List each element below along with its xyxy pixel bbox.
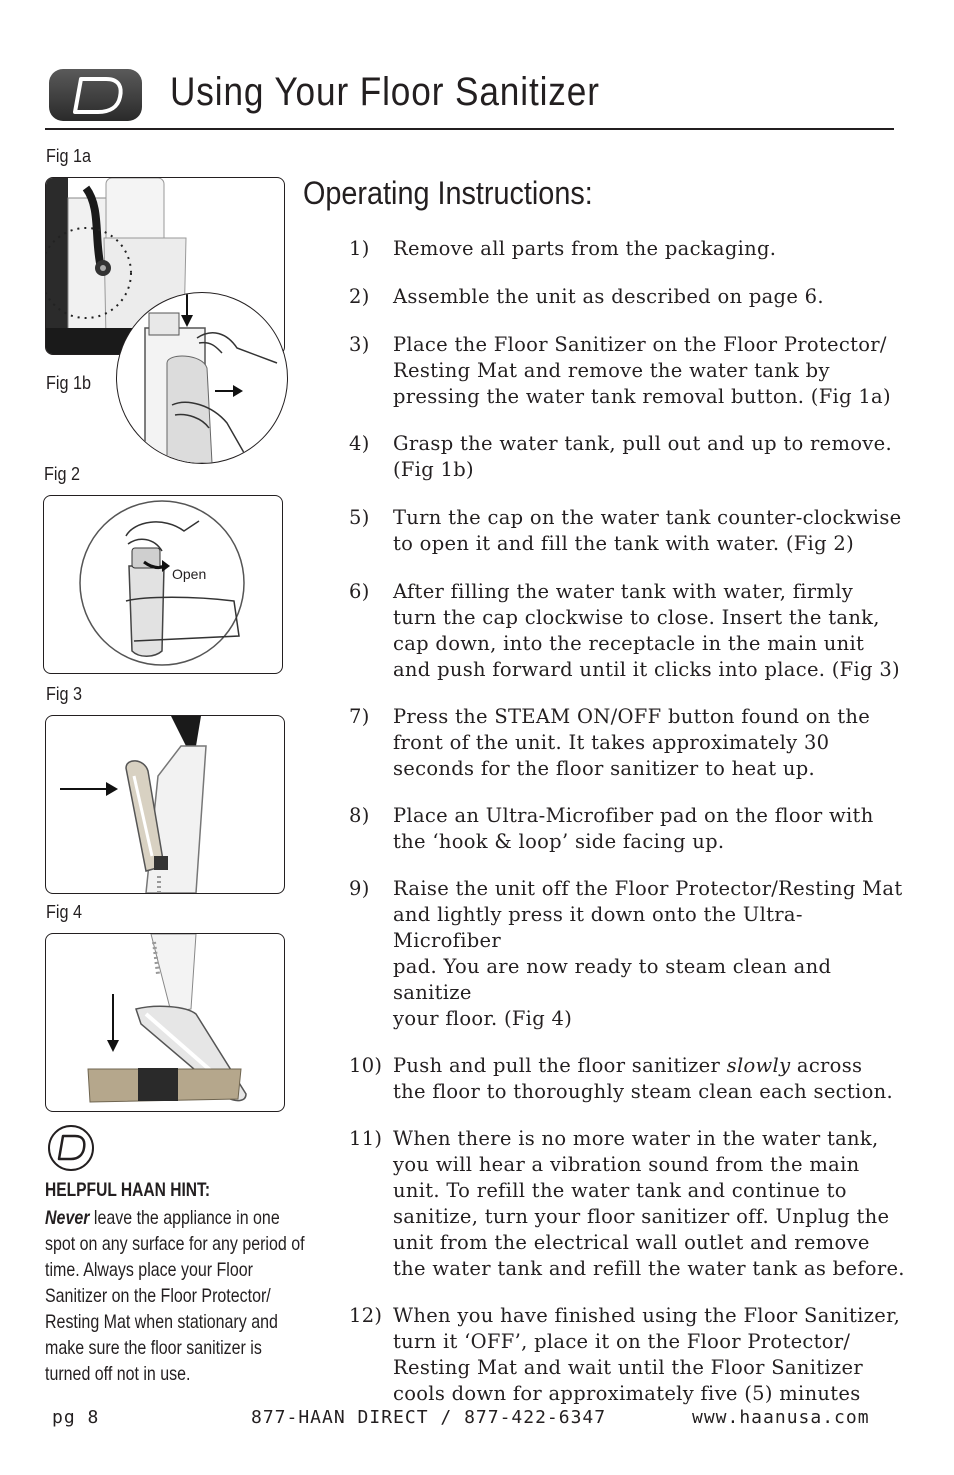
step-text: When there is no more water in the water tank, you will hear a vibration sound from the main unit. To refill the water tank and continue to sanitize, turn your floor sanitizer off. Unplug the unit from the electrical wall outlet and remove the water tank and refill the water tank as before. — [393, 1127, 905, 1280]
instruction-step — [349, 332, 909, 410]
step-text-emphasis: slowly — [726, 1054, 791, 1077]
step-text: Press the STEAM ON/OFF button found on the front of the unit. It takes approximately 30 seconds for the floor sanitizer to heat up. — [393, 705, 871, 780]
step-text: Place an Ultra-Microfiber pad on the floor with the ‘hook & loop’ side facing up. — [393, 804, 874, 853]
step-text: across the floor to thoroughly steam clean each section. — [393, 1054, 893, 1103]
step-number: 7) — [349, 705, 370, 728]
instruction-step — [349, 704, 909, 782]
instruction-step — [349, 579, 909, 683]
instruction-step — [349, 803, 909, 855]
fig-3-label: Fig 3 — [46, 684, 83, 704]
step-number: 5) — [349, 506, 370, 529]
instruction-step — [349, 1126, 909, 1282]
step-number: 9) — [349, 877, 370, 900]
step-text: When you have finished using the Floor Sanitizer, turn it ‘OFF’, place it on the Floor Protector/ Resting Mat and wait until the Floor Sanitizer cools down for approximately five (5) minutes — [393, 1304, 901, 1405]
hint-text: leave the appliance in one spot on any surface for any period of time. Always place your Floor Sanitizer on the Floor Protector/ Resting Mat when stationary and make sure the floor sanitizer is turned off not in use. — [45, 1207, 305, 1385]
step-number: 11) — [349, 1127, 383, 1150]
hint-body — [45, 1205, 306, 1387]
step-text: Turn the cap on the water tank counter-clockwise to open it and fill the tank with water. (Fig 2) — [393, 506, 902, 555]
step-number: 6) — [349, 580, 370, 603]
step-number: 3) — [349, 333, 370, 356]
haan-hint-icon — [47, 1124, 95, 1172]
hint-heading: HELPFUL HAAN HINT: — [45, 1180, 211, 1201]
fig-1a-label: Fig 1a — [46, 146, 92, 166]
step-text: Remove all parts from the packaging. — [393, 237, 777, 260]
fig-2-open-callout: Open — [172, 566, 207, 582]
section-title: Operating Instructions: — [303, 175, 593, 211]
fig-1b-illustration — [116, 292, 288, 464]
step-number: 2) — [349, 285, 370, 308]
fig-4-label: Fig 4 — [46, 902, 83, 922]
footer-website-link[interactable]: www.haanusa.com — [692, 1407, 870, 1428]
step-text: Place the Floor Sanitizer on the Floor Protector/ Resting Mat and remove the water tank by pressing the water tank removal button. (Fig 1a) — [393, 333, 891, 408]
instruction-step — [349, 876, 909, 1032]
step-text: After filling the water tank with water, firmly turn the cap clockwise to close. Insert the tank, cap down, into the receptacle in the main unit and push forward until it clicks into place. (Fig 3) — [393, 580, 900, 681]
fig-3-illustration — [45, 715, 285, 894]
footer-phone: 877-HAAN DIRECT / 877-422-6347 — [251, 1407, 607, 1428]
step-text: Assemble the unit as described on page 6. — [393, 285, 824, 308]
step-text: Raise the unit off the Floor Protector/Resting Mat and lightly press it down onto the Ultra-Microfiber pad. You are now ready to steam clean and sanitize your floor. (Fig 4) — [393, 877, 903, 1030]
step-number: 12) — [349, 1304, 383, 1327]
instruction-step — [349, 236, 909, 262]
fig-4-illustration — [45, 933, 285, 1112]
step-text: Push and pull the floor sanitizer — [393, 1054, 727, 1077]
instruction-step — [349, 505, 909, 557]
instruction-step — [349, 1053, 909, 1105]
hint-emphasis: Never — [45, 1207, 90, 1229]
step-text: Grasp the water tank, pull out and up to remove. (Fig 1b) — [393, 432, 892, 481]
instruction-step — [349, 284, 909, 310]
step-number: 1) — [349, 237, 370, 260]
fig-1b-label: Fig 1b — [46, 373, 92, 393]
step-number: 4) — [349, 432, 370, 455]
fig-2-illustration — [43, 495, 283, 674]
haan-logo-icon — [48, 68, 143, 122]
instructions-list — [349, 236, 909, 1407]
fig-2-label: Fig 2 — [44, 464, 81, 484]
step-number: 10) — [349, 1054, 383, 1077]
step-number: 8) — [349, 804, 370, 827]
header-divider — [45, 128, 894, 130]
page-number: pg 8 — [52, 1407, 100, 1428]
instruction-step — [349, 1303, 909, 1407]
instruction-step — [349, 431, 909, 483]
page-title: Using Your Floor Sanitizer — [170, 70, 600, 114]
